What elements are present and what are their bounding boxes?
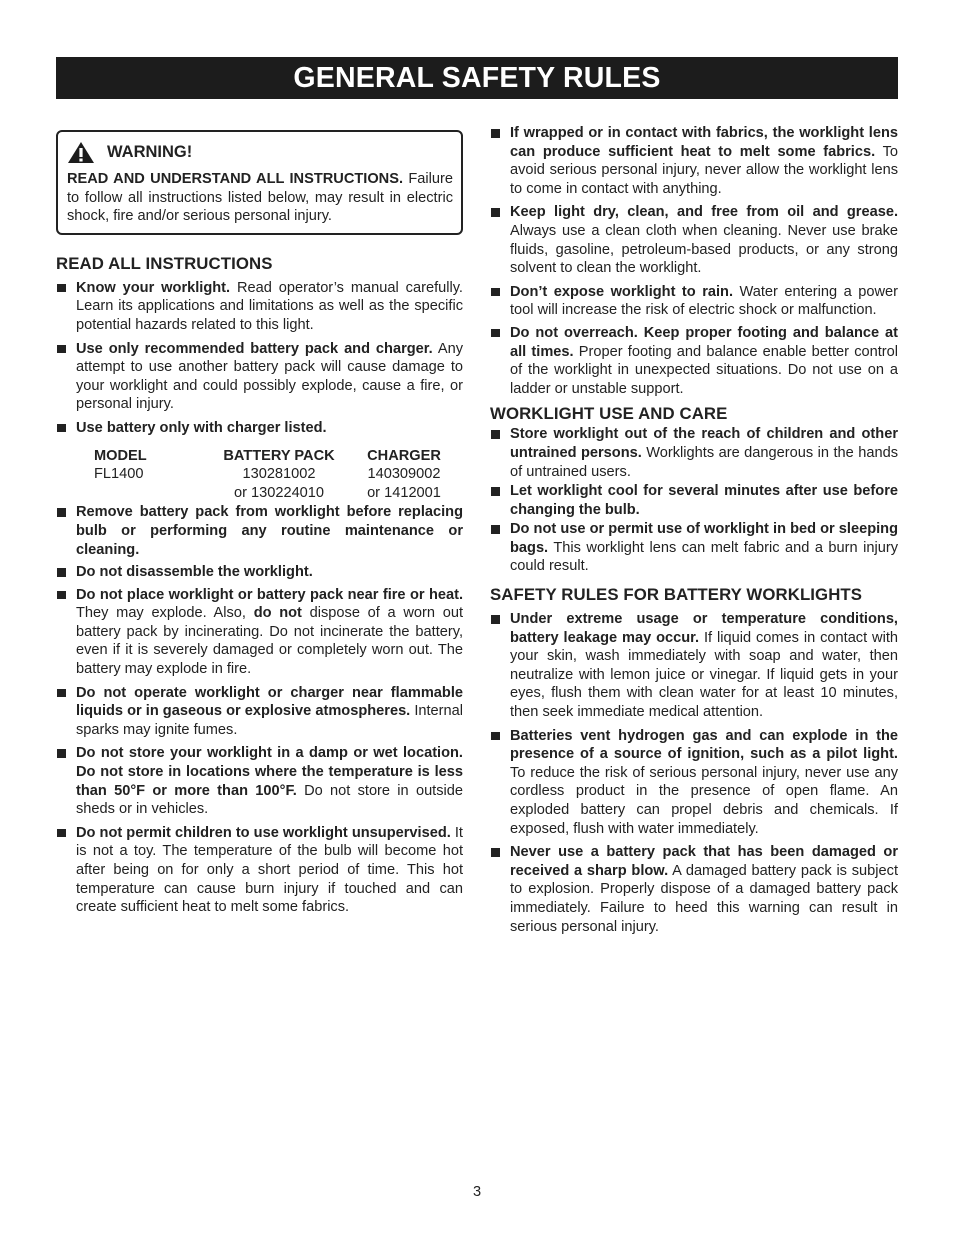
item-bold: Batteries vent hydrogen gas and can explode in the presence of a source of ignition, such as a pilot light. — [510, 727, 898, 763]
item-bold: Store worklight out of the reach of children and other untrained persons. — [510, 426, 898, 461]
list-item — [56, 744, 463, 818]
item-text: A damaged battery pack is subject to explosion. Properly dispose of a damaged battery pack immediately. Failure to heed this warning can result in serious personal injury. — [510, 862, 898, 935]
warning-text — [67, 170, 453, 226]
table-header-model: MODEL — [94, 447, 147, 464]
list-item — [56, 684, 463, 740]
list-item — [490, 203, 898, 277]
item-text: They may explode. Also, — [76, 605, 254, 622]
table-row — [88, 465, 454, 484]
table-cell: 140309002 — [367, 466, 441, 483]
list-item — [56, 340, 463, 414]
list-item — [490, 520, 898, 576]
list-item — [490, 283, 898, 320]
item-text: Internal sparks may ignite fumes. — [76, 703, 463, 738]
warning-heading — [67, 140, 453, 164]
item-bold: Use only recommended battery pack and charger. — [76, 340, 433, 357]
read-all-heading: READ ALL INSTRUCTIONS — [56, 253, 273, 273]
item-text: Do not store in outside sheds or in vehicles. — [76, 782, 464, 818]
warning-triangle-icon — [67, 141, 95, 164]
item-text: Any attempt to use another battery pack will cause damage to your worklight and could possibly explode, cause a fire, or personal injury. — [76, 340, 463, 413]
item-text: dispose of a worn out battery pack by incinerating. Do not incinerate the battery, even if it is severely damaged or completely worn out. The battery may explode in fire. — [76, 605, 463, 678]
item-text: It is not a toy. The temperature of the bulb will become hot after being on for only a short period of time. This hot temperature can cause burn injury if touched and can create sufficient heat to melt some fabrics. — [76, 824, 463, 916]
item-bold: Do not overreach. Keep proper footing and balance at all times. — [510, 324, 898, 360]
table-cell: 130281002 — [242, 466, 316, 483]
list-item — [56, 824, 463, 917]
list-item — [490, 425, 898, 481]
warning-bold: READ AND UNDERSTAND ALL INSTRUCTIONS. — [67, 171, 404, 187]
item-text: To reduce the risk of serious personal injury, never use any cordless product in the presence of open flame. An exploded battery can propel debris and chemicals. If exposed, flush with water immediately. — [510, 764, 898, 837]
table-cell — [88, 484, 204, 503]
item-bold: Under extreme usage or temperature conditions, battery leakage may occur. — [510, 611, 898, 646]
item-bold: Remove battery pack from worklight before replacing bulb or performing any routine maintenance or cleaning. — [76, 504, 463, 558]
item-bold: Let worklight cool for several minutes after use before changing the bulb. — [510, 483, 898, 518]
item-text: Worklights are dangerous in the hands of untrained users. — [510, 444, 898, 480]
list-item — [490, 727, 898, 839]
item-text: To avoid serious personal injury, never allow the worklight lens to come in contact with anything. — [510, 143, 898, 197]
right-top-list — [490, 124, 898, 398]
table-row — [88, 484, 454, 503]
table-cell: or 130224010 — [233, 484, 325, 501]
right-column — [490, 124, 898, 936]
item-text: Proper footing and balance enable better control of the worklight in unexpected situations. Do not use on a ladder or unstable support. — [510, 343, 898, 397]
item-bold: Don’t expose worklight to rain. — [510, 283, 734, 300]
item-bold: Do not place worklight or battery pack near fire or heat. — [76, 586, 463, 603]
item-bold: Do not use or permit use of worklight in bed or sleeping bags. — [510, 521, 898, 556]
use-care-heading: WORKLIGHT USE AND CARE — [490, 404, 728, 424]
battery-rules-heading: SAFETY RULES FOR BATTERY WORKLIGHTS — [490, 585, 863, 605]
warning-heading-text: WARNING! — [107, 142, 193, 161]
item-bold: Know your worklight. — [76, 279, 231, 296]
table-header-charger: CHARGER — [367, 447, 441, 464]
table-cell: or 1412001 — [367, 484, 441, 501]
list-item — [490, 124, 898, 198]
table-cell: FL1400 — [94, 466, 144, 483]
item-text: This worklight lens can melt fabric and a burn injury could result. — [510, 539, 898, 575]
list-item — [56, 586, 463, 679]
table-header-row — [88, 447, 454, 466]
list-item — [56, 503, 463, 559]
item-text: If liquid comes in contact with your skin, wash immediately with soap and water, then neutralize with lemon juice or vinegar. If liquid gets in your eyes, flush them with clean water for at least 10 minutes, then seek immediate medical attention. — [510, 629, 899, 721]
list-item — [56, 279, 463, 335]
item-bold: do not — [253, 605, 302, 622]
use-care-list — [490, 425, 898, 576]
item-bold: Do not disassemble the worklight. — [76, 564, 313, 581]
list-item — [490, 324, 898, 398]
item-bold: Do not permit children to use worklight unsupervised. — [76, 824, 451, 841]
list-item — [56, 419, 463, 438]
list-item — [490, 610, 898, 722]
item-bold: Do not store your worklight in a damp or wet location. Do not store in locations where the temperature is less than 50°F or more than 100°F. — [76, 745, 463, 799]
charger-table — [88, 447, 454, 503]
item-text: Water entering a power tool will increase the risk of electric shock or malfunction. — [510, 283, 899, 319]
page-title: GENERAL SAFETY RULES — [56, 57, 898, 99]
item-bold: If wrapped or in contact with fabrics, the worklight lens can produce sufficient heat to melt some fabrics. — [510, 125, 898, 160]
item-bold: Keep light dry, clean, and free from oil and grease. — [510, 204, 898, 221]
list-item — [490, 843, 898, 936]
left-column — [56, 124, 463, 917]
item-text: Always use a clean cloth when cleaning. Never use brake fluids, gasoline, petroleum-based products, or any strong solvent to clean the worklight. — [510, 222, 898, 277]
list-item — [56, 563, 463, 582]
list-item — [490, 482, 898, 519]
table-header-battery: BATTERY PACK — [223, 447, 335, 464]
item-text: Read operator’s manual carefully. Learn its applications and limitations as well as the specific potential hazards related to this light. — [76, 279, 463, 333]
read-all-list — [56, 279, 463, 438]
item-bold: Do not operate worklight or charger near flammable liquids or in gaseous or explosive atmospheres. — [76, 684, 463, 720]
item-bold: Use battery only with charger listed. — [76, 419, 327, 436]
battery-rules-list — [490, 610, 898, 936]
warning-body: Failure to follow all instructions listed below, may result in electric shock, fire and/or serious personal injury. — [67, 171, 453, 225]
warning-box — [56, 130, 463, 235]
item-bold: Never use a battery pack that has been damaged or received a sharp blow. — [510, 844, 898, 879]
page-number: 3 — [472, 1184, 482, 1200]
read-all-list-continued — [56, 503, 463, 916]
